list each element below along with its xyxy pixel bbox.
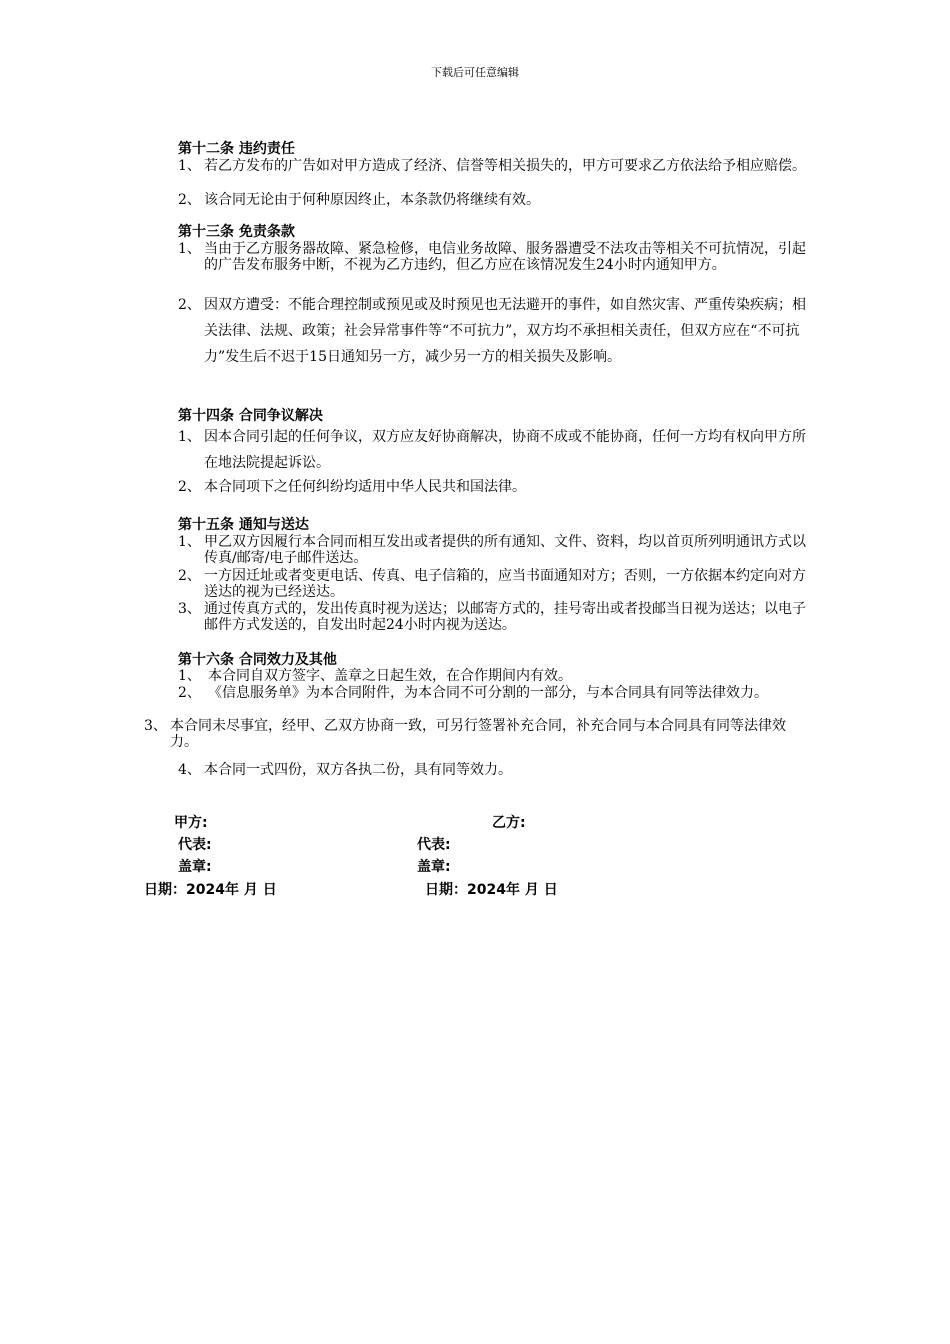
article-16-item-1 <box>178 668 808 684</box>
article-14-item-2 <box>178 474 808 500</box>
article-14-title: 第十四条 合同争议解决 <box>178 408 323 424</box>
item-text: 本合同一式四份，双方各执二份，具有同等效力。 <box>204 762 512 778</box>
rep-a-label: 代表: <box>178 837 212 853</box>
article-15-item-1 <box>178 534 808 566</box>
party-a-label: 甲方: <box>174 815 208 831</box>
item-text: 一方因迁址或者变更电话、传真、电子信箱的，应当书面通知对方；否则，一方依据本约定向对方送达的视为已经送达。 <box>204 568 806 600</box>
item-text: 《信息服务单》为本合同附件，为本合同不可分割的一部分，与本合同具有同等法律效力。 <box>208 685 768 701</box>
item-number: 3、 <box>178 601 201 617</box>
item-text: 该合同无论由于何种原因终止，本条款仍将继续有效。 <box>204 192 540 208</box>
article-12-item-2 <box>178 192 808 208</box>
item-number: 1、 <box>178 429 201 445</box>
item-number: 1、 <box>178 668 201 684</box>
item-text: 甲乙双方因履行本合同而相互发出或者提供的所有通知、文件、资料，均以首页所列明通讯方式以传真/邮寄/电子邮件送达。 <box>204 534 806 566</box>
article-16-title: 第十六条 合同效力及其他 <box>178 652 337 668</box>
article-16-item-2 <box>178 685 808 701</box>
article-13-item-2 <box>178 292 808 370</box>
article-12-title: 第十二条 违约责任 <box>178 141 295 157</box>
item-text: 本合同自双方签字、盖章之日起生效，在合作期间内有效。 <box>208 668 572 684</box>
item-text: 因本合同引起的任何争议，双方应友好协商解决，协商不成或不能协商，任何一方均有权向甲方所在地法院提起诉讼。 <box>204 429 806 471</box>
seal-b-label: 盖章: <box>417 859 451 875</box>
item-number: 2、 <box>178 479 201 495</box>
article-12-item-1 <box>178 158 808 174</box>
item-number: 2、 <box>178 568 201 584</box>
item-number: 1、 <box>178 534 201 550</box>
article-15-title: 第十五条 通知与送达 <box>178 517 309 533</box>
seal-a-label: 盖章: <box>178 859 212 875</box>
article-14-item-1 <box>178 424 808 476</box>
item-number: 2、 <box>178 192 201 208</box>
page-header: 下载后可任意编辑 <box>431 66 519 79</box>
item-text: 若乙方发布的广告如对甲方造成了经济、信誉等相关损失的，甲方可要求乙方依法给予相应赔偿。 <box>204 158 806 174</box>
date-b-label: 日期：2024年 月 日 <box>425 882 558 898</box>
item-number: 3、 <box>144 718 167 734</box>
item-number: 1、 <box>178 158 201 174</box>
item-text: 因双方遭受：不能合理控制或预见或及时预见也无法避开的事件，如自然灾害、严重传染疾病；相关法律、法规、政策；社会异常事件等“不可抗力”，双方均不承担相关责任，但双方应在“不可抗力”发生后不迟于15日通知另一方，减少另一方的相关损失及影响。 <box>204 297 806 365</box>
rep-b-label: 代表: <box>417 837 451 853</box>
item-text: 当由于乙方服务器故障、紧急检修，电信业务故障、服务器遭受不法攻击等相关不可抗情况，引起的广告发布服务中断，不视为乙方违约，但乙方应在该情况发生24小时内通知甲方。 <box>204 241 806 273</box>
article-16-item-4 <box>178 762 808 778</box>
item-number: 2、 <box>178 685 201 701</box>
item-number: 4、 <box>178 762 201 778</box>
item-text: 通过传真方式的，发出传真时视为送达；以邮寄方式的，挂号寄出或者投邮当日视为送达；以电子邮件方式发送的，自发出时起24小时内视为送达。 <box>204 601 806 633</box>
article-13-item-1 <box>178 241 808 273</box>
item-number: 2、 <box>178 297 201 313</box>
article-15-item-3 <box>178 601 808 633</box>
item-text: 本合同项下之任何纠纷均适用中华人民共和国法律。 <box>204 479 526 495</box>
item-text: 本合同未尽事宜，经甲、乙双方协商一致，可另行签署补充合同，补充合同与本合同具有同等法律效力。 <box>170 718 786 750</box>
item-number: 1、 <box>178 241 201 257</box>
party-b-label: 乙方: <box>492 815 526 831</box>
article-13-title: 第十三条 免责条款 <box>178 224 295 240</box>
article-16-item-3 <box>144 718 808 750</box>
article-15-item-2 <box>178 568 808 600</box>
date-a-label: 日期：2024年 月 日 <box>144 882 277 898</box>
